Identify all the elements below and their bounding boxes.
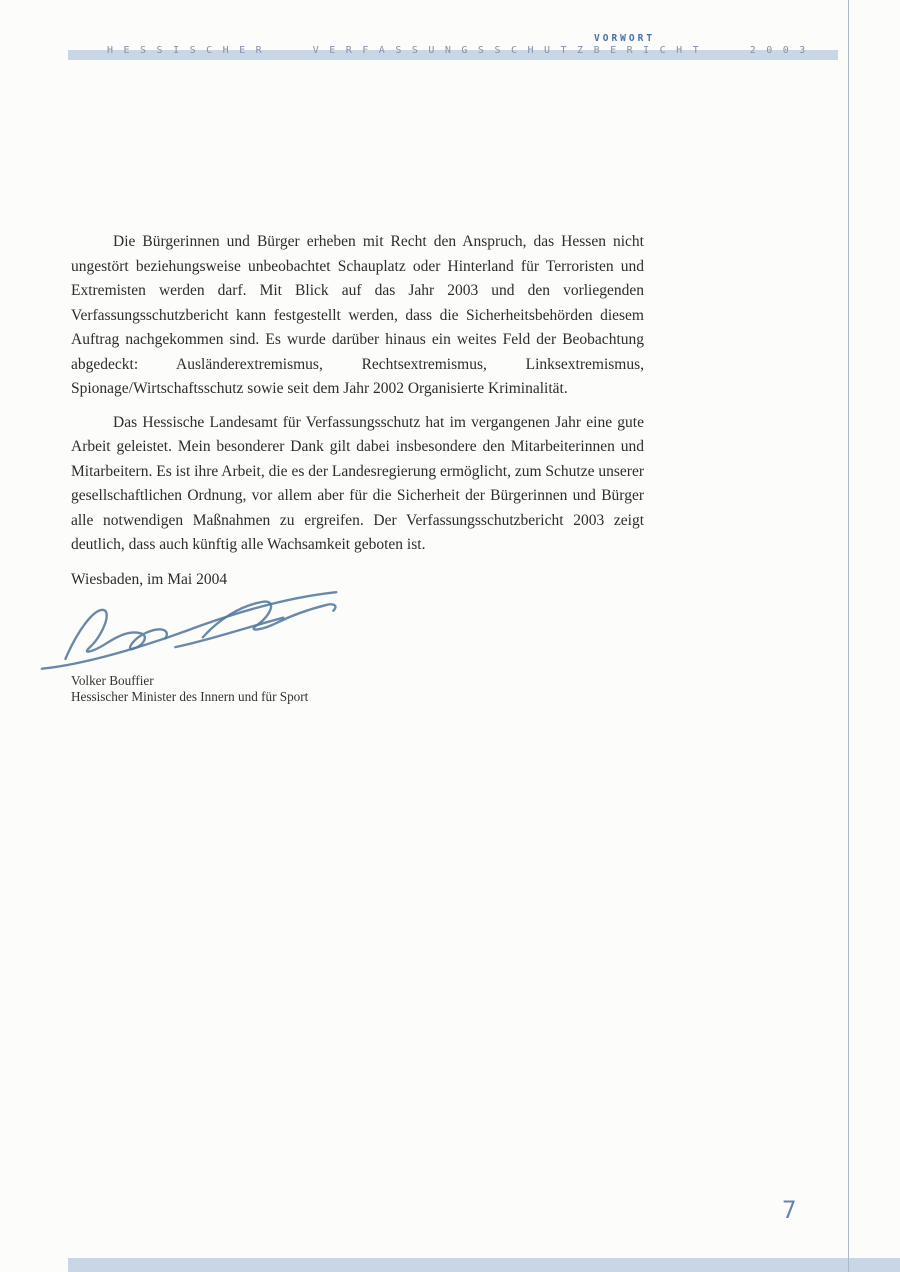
dateline: Wiesbaden, im Mai 2004	[71, 570, 228, 588]
paragraph-2: Das Hessische Landesamt für Verfassungsschutz hat im vergangenen Jahr eine gute Arbeit geleistet. Mein besonderer Dank gilt dabei insbesondere den Mitarbeiterinnen und Mitarbeitern. Es ist ihre Arbeit, die es der Landesregierung ermöglicht, zum Schutze unserer gesellschaftlichen Ordnung, vor allem aber für die Sicherheit der Bürgerinnen und Bürger alle notwendigen Maßnahmen zu ergreifen. Der Verfassungsschutzbericht 2003 zeigt deutlich, dass auch künftig alle Wachsamkeit geboten ist.	[71, 413, 644, 553]
foreword-text	[71, 230, 644, 592]
signatory-title: Hessischer Minister des Innern und für Sport	[71, 688, 309, 704]
report-title: HESSISCHER VERFASSUNGSSCHUTZBERICHT 2003	[107, 45, 816, 56]
section-label: VORWORT	[594, 33, 656, 44]
signatory-name: Volker Bouffier	[71, 673, 154, 688]
signature-handwriting	[36, 580, 350, 674]
page-edge-rule	[848, 0, 849, 1272]
footer-band	[68, 1258, 900, 1272]
page-number: 7	[782, 1196, 797, 1224]
paragraph-1: Die Bürgerinnen und Bürger erheben mit Recht den Anspruch, das Hessen nicht ungestört beziehungsweise unbeobachtet Schauplatz oder Hinterland für Terroristen und Extremisten werden darf. Mit Blick auf das Jahr 2003 und den vorliegenden Verfassungsschutzbericht kann festgestellt werden, dass die Sicherheitsbehörden diesem Auftrag nachgekommen sind. Es wurde darüber hinaus ein weites Feld der Beobachtung abgedeckt: Ausländerextremismus, Rechtsextremismus, Linksextremismus, Spionage/Wirtschaftsschutz sowie seit dem Jahr 2002 Organisierte Kriminalität.	[71, 233, 644, 397]
signature-block	[71, 673, 308, 704]
